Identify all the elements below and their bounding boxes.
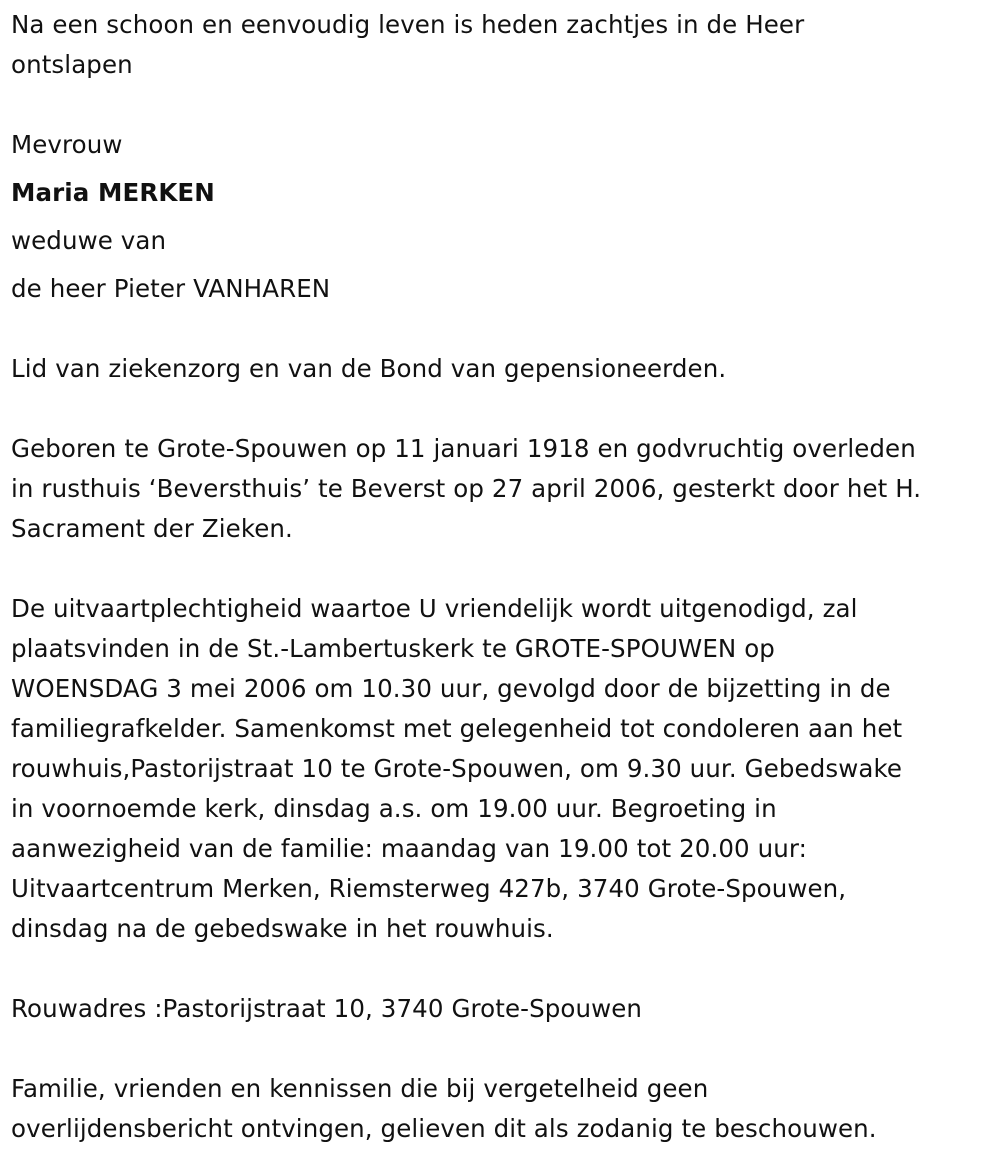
funeral-line-7: aanwezigheid van de familie: maandag van 19.00 tot 20.00 uur:	[11, 834, 807, 863]
title-prefix: Mevrouw	[11, 130, 123, 159]
funeral-line-5: rouwhuis,Pastorijstraat 10 te Grote-Spouwen, om 9.30 uur. Gebedswake	[11, 754, 903, 783]
funeral-line-1: De uitvaartplechtigheid waartoe U vriendelijk wordt uitgenodigd, zal	[11, 594, 858, 623]
intro-line-1: Na een schoon en eenvoudig leven is heden zachtjes in de Heer	[11, 10, 805, 39]
birth-death-line-2: in rusthuis ‘Beversthuis’ te Beverst op 27 april 2006, gesterkt door het H.	[11, 474, 922, 503]
spouse-name: de heer Pieter VANHAREN	[11, 274, 331, 303]
funeral-line-2: plaatsvinden in de St.-Lambertuskerk te GROTE-SPOUWEN op	[11, 634, 775, 663]
relation-text: weduwe van	[11, 226, 167, 255]
funeral-line-4: familiegrafkelder. Samenkomst met gelegenheid tot condoleren aan het	[11, 714, 903, 743]
funeral-line-3: WOENSDAG 3 mei 2006 om 10.30 uur, gevolgd door de bijzetting in de	[11, 674, 891, 703]
funeral-line-9: dinsdag na de gebedswake in het rouwhuis.	[11, 914, 554, 943]
birth-death-line-1: Geboren te Grote-Spouwen op 11 januari 1918 en godvruchtig overleden	[11, 434, 916, 463]
funeral-line-8: Uitvaartcentrum Merken, Riemsterweg 427b, 3740 Grote-Spouwen,	[11, 874, 847, 903]
deceased-name: Maria MERKEN	[11, 178, 215, 207]
birth-death-line-3: Sacrament der Zieken.	[11, 514, 293, 543]
intro-line-2: ontslapen	[11, 50, 133, 79]
closing-line-1: Familie, vrienden en kennissen die bij vergetelheid geen	[11, 1074, 709, 1103]
mourning-address: Rouwadres :Pastorijstraat 10, 3740 Grote-Spouwen	[11, 994, 643, 1023]
membership-text: Lid van ziekenzorg en van de Bond van gepensioneerden.	[11, 354, 727, 383]
funeral-line-6: in voornoemde kerk, dinsdag a.s. om 19.00 uur. Begroeting in	[11, 794, 777, 823]
closing-line-2: overlijdensbericht ontvingen, gelieven dit als zodanig te beschouwen.	[11, 1114, 877, 1143]
